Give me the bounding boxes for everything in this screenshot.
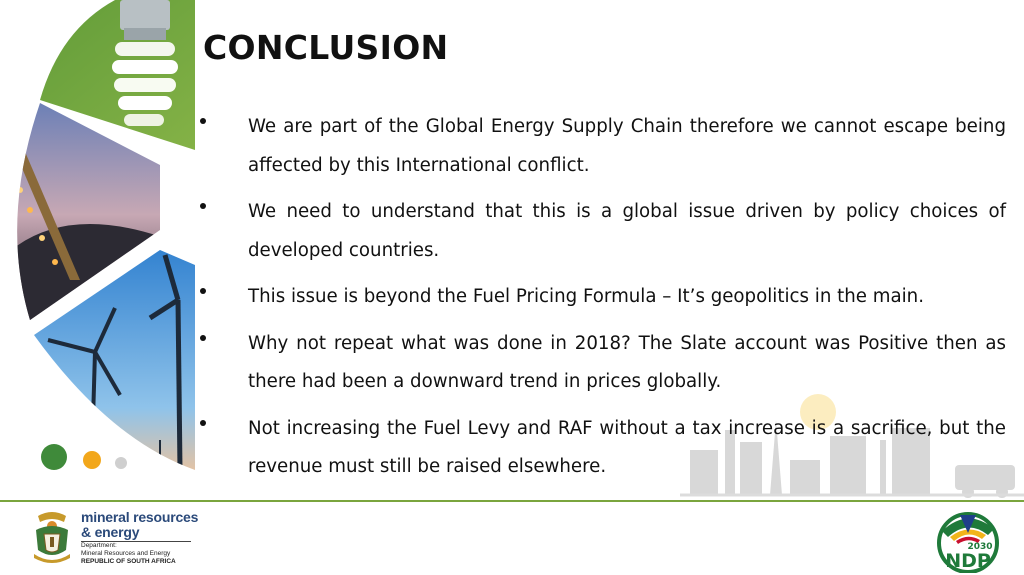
footer-divider [0, 500, 1024, 502]
ndp-logo-icon [928, 505, 1008, 573]
dept-name: Mineral Resources and Energy [81, 550, 171, 557]
orange-dot [83, 451, 101, 469]
light-bulb-icon [112, 0, 178, 126]
bullet-text: We need to understand that this is a global issue driven by policy choices of developed countries. [248, 201, 1006, 261]
bullet-item [200, 193, 1006, 270]
slide-title: CONCLUSION [203, 28, 449, 67]
grey-dot [115, 457, 127, 469]
bullet-dot-icon [200, 288, 206, 294]
bullet-dot-icon [200, 420, 206, 426]
left-photo-collage [0, 0, 200, 500]
bullet-text: We are part of the Global Energy Supply Chain therefore we cannot escape being affected by this International conflict. [248, 116, 1006, 176]
org-name-line1: mineral resources [81, 509, 199, 525]
ndp-year: 2030 [967, 542, 993, 552]
bullet-item [200, 410, 1006, 487]
bullet-text: This issue is beyond the Fuel Pricing Formula – It’s geopolitics in the main. [248, 286, 924, 307]
dept-label: Department: [81, 542, 117, 549]
country-name: REPUBLIC OF SOUTH AFRICA [81, 558, 176, 565]
coat-of-arms-icon [30, 510, 74, 566]
bullet-list [200, 108, 1006, 495]
bullet-item [200, 325, 1006, 402]
bullet-dot-icon [200, 203, 206, 209]
bullet-text: Why not repeat what was done in 2018? The Slate account was Positive then as there had been a downward trend in prices globally. [248, 332, 1006, 392]
bullet-dot-icon [200, 118, 206, 124]
bullet-item [200, 278, 1006, 317]
bullet-item [200, 108, 1006, 185]
bullet-dot-icon [200, 335, 206, 341]
ndp-word: NDP [945, 550, 991, 572]
bullet-text: Not increasing the Fuel Levy and RAF without a tax increase is a sacrifice, but the revenue must still be raised elsewhere. [248, 417, 1006, 477]
green-dot [41, 444, 67, 470]
department-logo [30, 510, 200, 570]
org-name-line2: & energy [81, 524, 140, 540]
